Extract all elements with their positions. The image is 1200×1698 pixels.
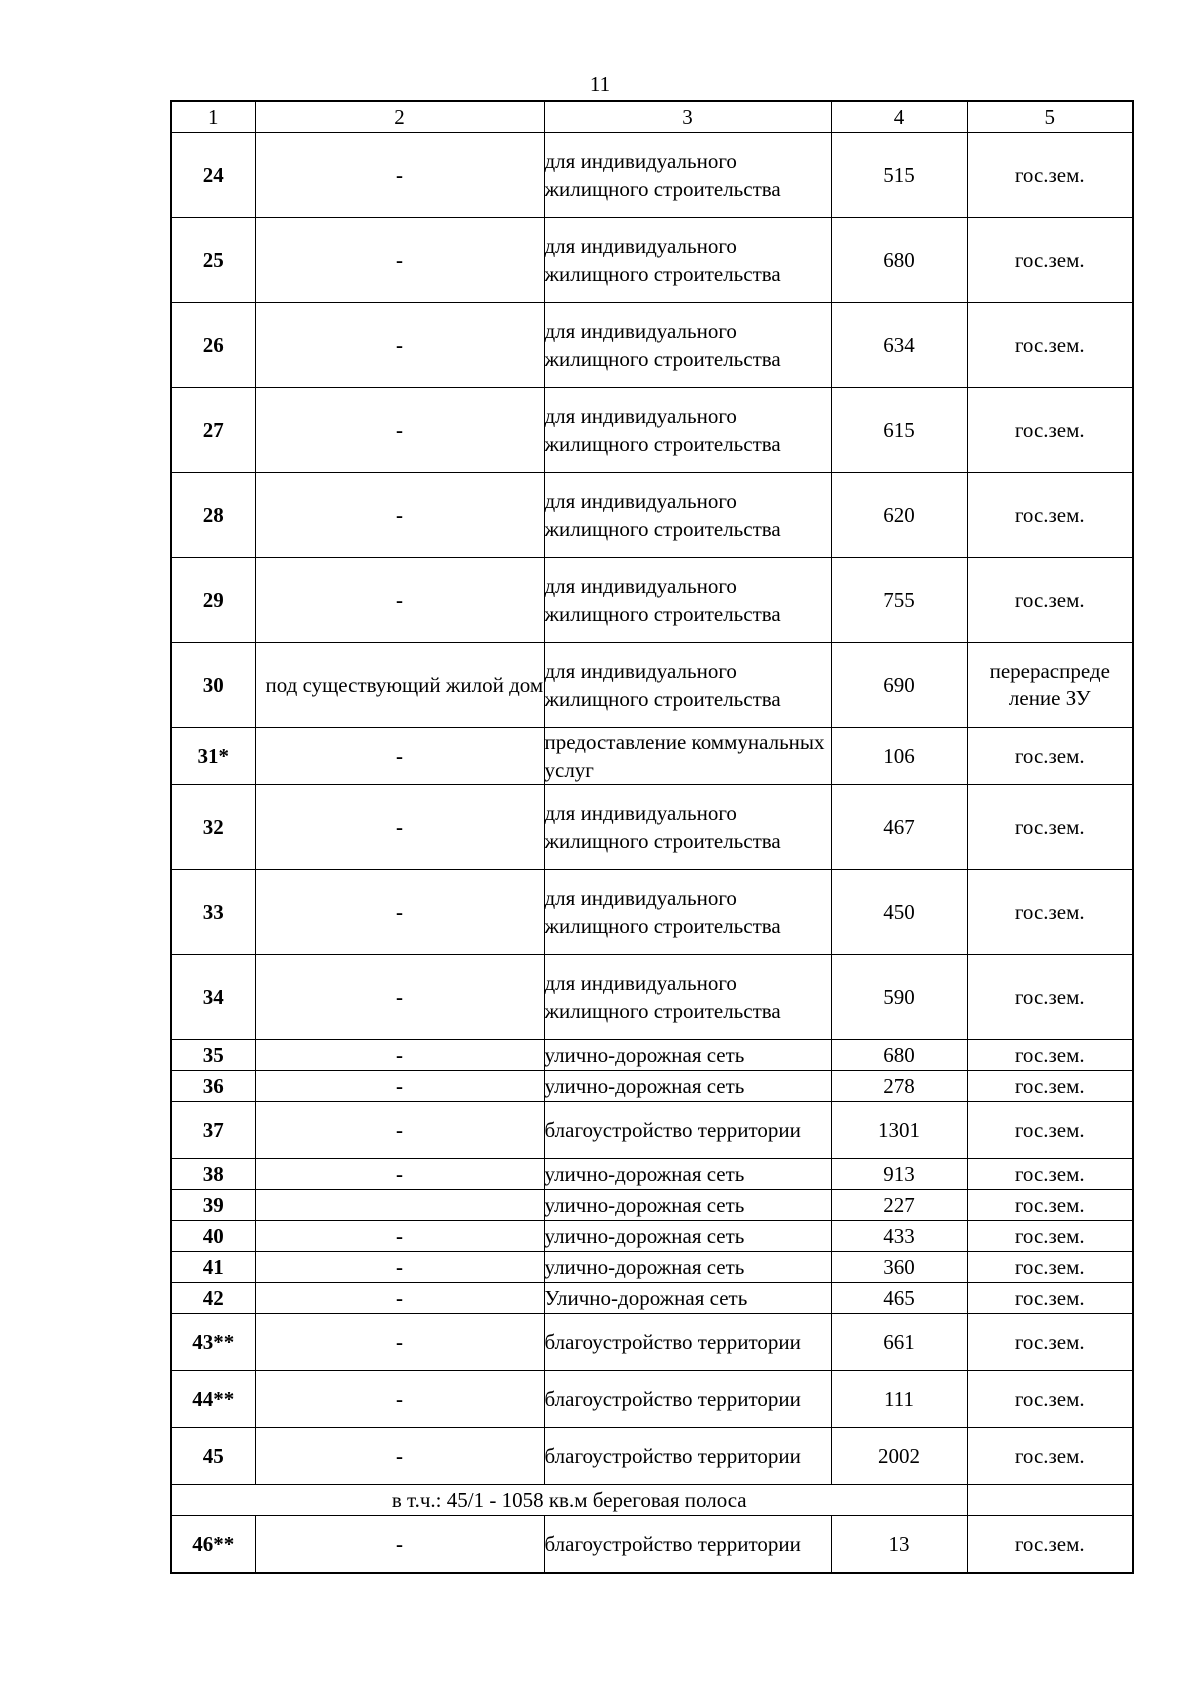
- table-row: [171, 558, 1133, 643]
- existing-use-cell: -: [255, 728, 544, 785]
- area-cell: 590: [831, 955, 967, 1040]
- area-cell: 433: [831, 1221, 967, 1252]
- table-row: [171, 1314, 1133, 1371]
- table-row: [171, 1221, 1133, 1252]
- permitted-use-cell: для индивидуального жилищного строительства: [544, 870, 831, 955]
- table-row: [171, 1102, 1133, 1159]
- area-cell: 690: [831, 643, 967, 728]
- table-row: [171, 643, 1133, 728]
- plot-number: 35: [171, 1040, 255, 1071]
- plot-number: 27: [171, 388, 255, 473]
- ownership-cell: гос.зем.: [967, 1221, 1133, 1252]
- plot-number: 38: [171, 1159, 255, 1190]
- existing-use-cell: -: [255, 388, 544, 473]
- area-cell: 467: [831, 785, 967, 870]
- ownership-cell: гос.зем.: [967, 473, 1133, 558]
- table-row: [171, 1283, 1133, 1314]
- existing-use-cell: -: [255, 473, 544, 558]
- existing-use-cell: -: [255, 1071, 544, 1102]
- column-header: 1: [171, 101, 255, 133]
- plot-number: 44**: [171, 1371, 255, 1428]
- ownership-cell: гос.зем.: [967, 1071, 1133, 1102]
- ownership-cell: гос.зем.: [967, 1102, 1133, 1159]
- table-row: [171, 1190, 1133, 1221]
- permitted-use-cell: для индивидуального жилищного строительства: [544, 643, 831, 728]
- plot-number: 45: [171, 1428, 255, 1485]
- area-cell: 450: [831, 870, 967, 955]
- plot-number: 42: [171, 1283, 255, 1314]
- permitted-use-cell: предоставление коммунальных услуг: [544, 728, 831, 785]
- existing-use-cell: -: [255, 785, 544, 870]
- ownership-cell: гос.зем.: [967, 785, 1133, 870]
- ownership-cell: гос.зем.: [967, 1283, 1133, 1314]
- plot-number: 33: [171, 870, 255, 955]
- permitted-use-cell: для индивидуального жилищного строительства: [544, 218, 831, 303]
- permitted-use-cell: улично-дорожная сеть: [544, 1040, 831, 1071]
- existing-use-cell: -: [255, 1371, 544, 1428]
- plot-number: 36: [171, 1071, 255, 1102]
- plot-number: 32: [171, 785, 255, 870]
- area-cell: 515: [831, 133, 967, 218]
- area-cell: 360: [831, 1252, 967, 1283]
- plot-number: 29: [171, 558, 255, 643]
- table-row: [171, 870, 1133, 955]
- permitted-use-cell: благоустройство территории: [544, 1314, 831, 1371]
- existing-use-cell: -: [255, 1314, 544, 1371]
- existing-use-cell: -: [255, 133, 544, 218]
- permitted-use-cell: Улично-дорожная сеть: [544, 1283, 831, 1314]
- table-row: [171, 388, 1133, 473]
- permitted-use-cell: для индивидуального жилищного строительства: [544, 388, 831, 473]
- plot-number: 25: [171, 218, 255, 303]
- permitted-use-cell: улично-дорожная сеть: [544, 1159, 831, 1190]
- existing-use-cell: -: [255, 1040, 544, 1071]
- ownership-cell: гос.зем.: [967, 1371, 1133, 1428]
- table-row: [171, 1371, 1133, 1428]
- permitted-use-cell: улично-дорожная сеть: [544, 1221, 831, 1252]
- area-cell: 615: [831, 388, 967, 473]
- land-plots-table: [170, 100, 1134, 1574]
- permitted-use-cell: благоустройство территории: [544, 1428, 831, 1485]
- plot-number: 46**: [171, 1516, 255, 1574]
- area-cell: 465: [831, 1283, 967, 1314]
- column-header: 2: [255, 101, 544, 133]
- ownership-cell: гос.зем.: [967, 558, 1133, 643]
- plot-number: 34: [171, 955, 255, 1040]
- area-cell: 13: [831, 1516, 967, 1574]
- area-cell: 680: [831, 1040, 967, 1071]
- ownership-cell: гос.зем.: [967, 1190, 1133, 1221]
- note-row: [171, 1485, 1133, 1516]
- ownership-cell: гос.зем.: [967, 218, 1133, 303]
- table-row: [171, 785, 1133, 870]
- plot-number: 41: [171, 1252, 255, 1283]
- column-header: 3: [544, 101, 831, 133]
- area-cell: 755: [831, 558, 967, 643]
- ownership-cell: гос.зем.: [967, 870, 1133, 955]
- plot-number: 39: [171, 1190, 255, 1221]
- table-row: [171, 1428, 1133, 1485]
- existing-use-cell: -: [255, 558, 544, 643]
- permitted-use-cell: для индивидуального жилищного строительства: [544, 473, 831, 558]
- existing-use-cell: -: [255, 955, 544, 1040]
- existing-use-cell: -: [255, 1102, 544, 1159]
- ownership-cell: гос.зем.: [967, 1159, 1133, 1190]
- existing-use-cell: -: [255, 1159, 544, 1190]
- area-cell: 620: [831, 473, 967, 558]
- table-row: [171, 303, 1133, 388]
- plot-number: 43**: [171, 1314, 255, 1371]
- area-cell: 2002: [831, 1428, 967, 1485]
- area-cell: 227: [831, 1190, 967, 1221]
- permitted-use-cell: для индивидуального жилищного строительства: [544, 785, 831, 870]
- area-cell: 111: [831, 1371, 967, 1428]
- plot-number: 26: [171, 303, 255, 388]
- table-row: [171, 955, 1133, 1040]
- permitted-use-cell: для индивидуального жилищного строительства: [544, 303, 831, 388]
- existing-use-cell: -: [255, 1221, 544, 1252]
- ownership-cell: гос.зем.: [967, 955, 1133, 1040]
- permitted-use-cell: для индивидуального жилищного строительства: [544, 133, 831, 218]
- plot-number: 40: [171, 1221, 255, 1252]
- table-row: [171, 1516, 1133, 1574]
- area-cell: 634: [831, 303, 967, 388]
- plot-number: 24: [171, 133, 255, 218]
- ownership-cell: перераспреде ление ЗУ: [967, 643, 1133, 728]
- existing-use-cell: [255, 1190, 544, 1221]
- existing-use-cell: под существующий жилой дом: [255, 643, 544, 728]
- ownership-cell: гос.зем.: [967, 133, 1133, 218]
- ownership-cell: гос.зем.: [967, 303, 1133, 388]
- table-row: [171, 1040, 1133, 1071]
- permitted-use-cell: для индивидуального жилищного строительства: [544, 955, 831, 1040]
- table-row: [171, 1252, 1133, 1283]
- permitted-use-cell: благоустройство территории: [544, 1102, 831, 1159]
- ownership-cell: гос.зем.: [967, 1314, 1133, 1371]
- permitted-use-cell: улично-дорожная сеть: [544, 1190, 831, 1221]
- ownership-cell: гос.зем.: [967, 388, 1133, 473]
- page-number: 11: [589, 72, 611, 96]
- area-cell: 278: [831, 1071, 967, 1102]
- existing-use-cell: -: [255, 870, 544, 955]
- subplot-note: в т.ч.: 45/1 - 1058 кв.м береговая полоса: [171, 1485, 967, 1516]
- ownership-cell: гос.зем.: [967, 1516, 1133, 1574]
- table-row: [171, 1071, 1133, 1102]
- column-number-row: [171, 101, 1133, 133]
- existing-use-cell: -: [255, 1252, 544, 1283]
- existing-use-cell: -: [255, 1283, 544, 1314]
- existing-use-cell: -: [255, 218, 544, 303]
- existing-use-cell: -: [255, 303, 544, 388]
- ownership-cell: гос.зем.: [967, 1040, 1133, 1071]
- plot-number: 30: [171, 643, 255, 728]
- table-row: [171, 133, 1133, 218]
- plot-number: 28: [171, 473, 255, 558]
- plot-number: 31*: [171, 728, 255, 785]
- permitted-use-cell: благоустройство территории: [544, 1371, 831, 1428]
- area-cell: 661: [831, 1314, 967, 1371]
- table-row: [171, 473, 1133, 558]
- existing-use-cell: -: [255, 1516, 544, 1574]
- column-header: 5: [967, 101, 1133, 133]
- area-cell: 913: [831, 1159, 967, 1190]
- area-cell: 1301: [831, 1102, 967, 1159]
- area-cell: 106: [831, 728, 967, 785]
- ownership-cell: гос.зем.: [967, 728, 1133, 785]
- permitted-use-cell: улично-дорожная сеть: [544, 1252, 831, 1283]
- area-cell: 680: [831, 218, 967, 303]
- column-header: 4: [831, 101, 967, 133]
- ownership-cell: гос.зем.: [967, 1252, 1133, 1283]
- table-row: [171, 728, 1133, 785]
- permitted-use-cell: улично-дорожная сеть: [544, 1071, 831, 1102]
- plot-number: 37: [171, 1102, 255, 1159]
- existing-use-cell: -: [255, 1428, 544, 1485]
- permitted-use-cell: для индивидуального жилищного строительства: [544, 558, 831, 643]
- table-row: [171, 218, 1133, 303]
- ownership-cell: [967, 1485, 1133, 1516]
- permitted-use-cell: благоустройство территории: [544, 1516, 831, 1574]
- ownership-cell: гос.зем.: [967, 1428, 1133, 1485]
- table-row: [171, 1159, 1133, 1190]
